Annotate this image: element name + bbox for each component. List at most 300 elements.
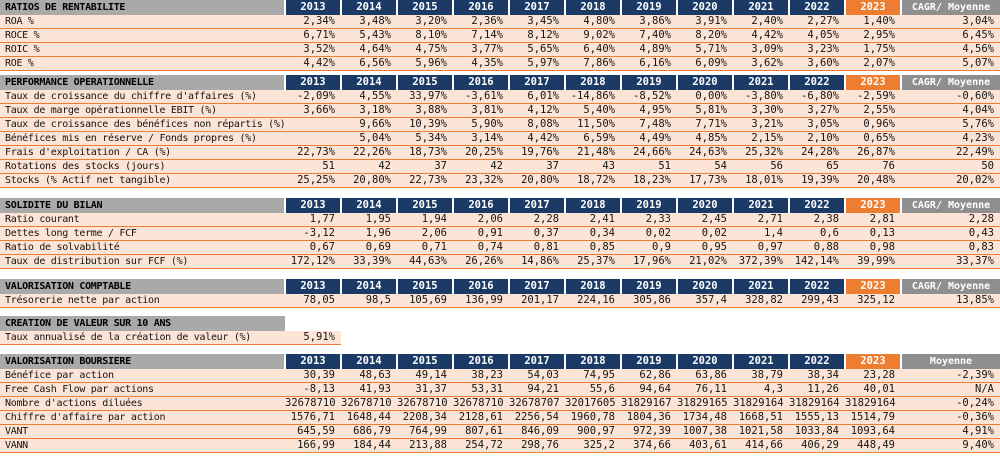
year-header-cell[interactable]: 2020 (677, 75, 733, 90)
value-cell[interactable]: 9,02% (565, 29, 621, 43)
value-cell[interactable]: 3,20% (397, 15, 453, 29)
section-title-cell[interactable]: CREATION DE VALEUR SUR 10 ANS (0, 316, 285, 331)
value-cell[interactable]: 33,39% (341, 255, 397, 269)
value-cell[interactable]: 2,34% (285, 15, 341, 29)
value-cell[interactable]: 3,66% (285, 104, 341, 118)
value-cell[interactable]: 972,39 (621, 425, 677, 439)
value-cell[interactable]: 26,26% (453, 255, 509, 269)
value-cell[interactable]: 5,76% (901, 118, 1000, 132)
value-cell[interactable]: 33,97% (397, 90, 453, 104)
value-cell[interactable]: 74,95 (565, 369, 621, 383)
row-label-cell[interactable]: Taux de croissance des bénéfices non répartis (%) (0, 118, 285, 132)
value-cell[interactable]: 0,71 (397, 241, 453, 255)
value-cell[interactable]: 4,55% (341, 90, 397, 104)
value-cell[interactable]: 3,48% (341, 15, 397, 29)
value-cell[interactable]: 0,81 (509, 241, 565, 255)
year-header-cell[interactable]: 2014 (341, 75, 397, 90)
value-cell[interactable]: 10,39% (397, 118, 453, 132)
value-cell[interactable]: 25,25% (285, 174, 341, 188)
value-cell[interactable]: 2,06 (397, 227, 453, 241)
value-cell[interactable]: 1007,38 (677, 425, 733, 439)
value-cell[interactable]: 76 (845, 160, 901, 174)
row-label-cell[interactable]: Bénéfices mis en réserve / Fonds propres (%) (0, 132, 285, 146)
year-header-cell[interactable]: 2016 (453, 198, 509, 213)
year-header-cell[interactable]: 2019 (621, 354, 677, 369)
value-cell[interactable]: 201,17 (509, 294, 565, 308)
value-cell[interactable]: 20,48% (845, 174, 901, 188)
year-header-cell[interactable]: 2014 (341, 279, 397, 294)
value-cell[interactable]: -2,09% (285, 90, 341, 104)
value-cell[interactable]: 53,31 (453, 383, 509, 397)
value-cell[interactable]: 7,40% (621, 29, 677, 43)
value-cell[interactable]: 406,29 (789, 439, 845, 453)
value-cell[interactable]: 5,91% (285, 331, 341, 345)
value-cell[interactable]: 1668,51 (733, 411, 789, 425)
year-header-cell[interactable]: 2017 (509, 279, 565, 294)
value-cell[interactable]: 6,59% (565, 132, 621, 146)
value-cell[interactable]: 142,14% (789, 255, 845, 269)
value-cell[interactable]: 299,43 (789, 294, 845, 308)
value-cell[interactable]: 1804,36 (621, 411, 677, 425)
value-cell[interactable]: 7,71% (677, 118, 733, 132)
value-cell[interactable]: 32017605 (565, 397, 621, 411)
value-cell[interactable]: 4,12% (509, 104, 565, 118)
value-cell[interactable]: 0,69 (341, 241, 397, 255)
value-cell[interactable]: 2,15% (733, 132, 789, 146)
value-cell[interactable]: 78,05 (285, 294, 341, 308)
value-cell[interactable]: 645,59 (285, 425, 341, 439)
value-cell[interactable]: 1576,71 (285, 411, 341, 425)
value-cell[interactable]: 2,28 (509, 213, 565, 227)
year-header-cell[interactable]: 2017 (509, 75, 565, 90)
value-cell[interactable]: 19,76% (509, 146, 565, 160)
year-header-cell[interactable]: 2023 (845, 75, 901, 90)
value-cell[interactable]: 2,27% (789, 15, 845, 29)
value-cell[interactable]: 4,42% (509, 132, 565, 146)
value-cell[interactable]: 1,95 (341, 213, 397, 227)
value-cell[interactable]: 51 (285, 160, 341, 174)
value-cell[interactable]: 4,42% (285, 57, 341, 71)
value-cell[interactable]: 2,06 (453, 213, 509, 227)
row-label-cell[interactable]: ROA % (0, 15, 285, 29)
value-cell[interactable]: 94,64 (621, 383, 677, 397)
value-cell[interactable]: 184,44 (341, 439, 397, 453)
year-header-cell[interactable]: 2023 (845, 354, 901, 369)
year-header-cell[interactable]: 2022 (789, 75, 845, 90)
value-cell[interactable]: 14,86% (509, 255, 565, 269)
value-cell[interactable]: 305,86 (621, 294, 677, 308)
value-cell[interactable]: 1,75% (845, 43, 901, 57)
value-cell[interactable]: 5,81% (677, 104, 733, 118)
value-cell[interactable]: 6,09% (677, 57, 733, 71)
year-header-cell[interactable]: 2018 (565, 198, 621, 213)
year-header-cell[interactable]: 2014 (341, 198, 397, 213)
value-cell[interactable]: 4,91% (901, 425, 1000, 439)
value-cell[interactable]: 403,61 (677, 439, 733, 453)
year-header-cell[interactable]: 2022 (789, 198, 845, 213)
value-cell[interactable]: 4,3 (733, 383, 789, 397)
value-cell[interactable]: 98,5 (341, 294, 397, 308)
value-cell[interactable]: 39,99% (845, 255, 901, 269)
value-cell[interactable]: 62,86 (621, 369, 677, 383)
value-cell[interactable]: 6,56% (341, 57, 397, 71)
value-cell[interactable]: 18,73% (397, 146, 453, 160)
year-header-cell[interactable]: 2019 (621, 0, 677, 15)
value-cell[interactable]: 0,02 (621, 227, 677, 241)
year-header-cell[interactable]: 2023 (845, 0, 901, 15)
value-cell[interactable]: 20,80% (509, 174, 565, 188)
value-cell[interactable]: -0,36% (901, 411, 1000, 425)
value-cell[interactable]: 764,99 (397, 425, 453, 439)
year-header-cell[interactable]: 2019 (621, 198, 677, 213)
year-header-cell[interactable]: 2020 (677, 198, 733, 213)
value-cell[interactable]: 0,91 (453, 227, 509, 241)
row-label-cell[interactable]: ROE % (0, 57, 285, 71)
value-cell[interactable]: 44,63% (397, 255, 453, 269)
value-cell[interactable]: 1093,64 (845, 425, 901, 439)
value-cell[interactable]: 105,69 (397, 294, 453, 308)
value-cell[interactable]: 31829167 (621, 397, 677, 411)
row-label-cell[interactable]: ROIC % (0, 43, 285, 57)
value-cell[interactable]: 1,77 (285, 213, 341, 227)
value-cell[interactable]: -14,86% (565, 90, 621, 104)
value-cell[interactable]: 3,77% (453, 43, 509, 57)
value-cell[interactable]: 20,25% (453, 146, 509, 160)
value-cell[interactable]: 9,66% (341, 118, 397, 132)
value-cell[interactable]: 32678710 (397, 397, 453, 411)
value-cell[interactable]: 18,23% (621, 174, 677, 188)
value-cell[interactable]: 3,45% (509, 15, 565, 29)
value-cell[interactable]: 18,01% (733, 174, 789, 188)
value-cell[interactable]: 11,26 (789, 383, 845, 397)
value-cell[interactable]: 2208,34 (397, 411, 453, 425)
value-cell[interactable]: 94,21 (509, 383, 565, 397)
value-cell[interactable]: 1960,78 (565, 411, 621, 425)
value-cell[interactable]: 2,45 (677, 213, 733, 227)
value-cell[interactable]: 8,10% (397, 29, 453, 43)
value-cell[interactable]: 24,28% (789, 146, 845, 160)
value-cell[interactable]: 0,34 (565, 227, 621, 241)
value-cell[interactable]: 2,41 (565, 213, 621, 227)
value-cell[interactable]: 42 (453, 160, 509, 174)
value-cell[interactable]: 55,6 (565, 383, 621, 397)
value-cell[interactable]: 0,9 (621, 241, 677, 255)
value-cell[interactable]: 31829164 (789, 397, 845, 411)
year-header-cell[interactable]: 2018 (565, 279, 621, 294)
value-cell[interactable]: 3,52% (285, 43, 341, 57)
value-cell[interactable]: 23,32% (453, 174, 509, 188)
value-cell[interactable]: 5,34% (397, 132, 453, 146)
value-cell[interactable]: -8,13 (285, 383, 341, 397)
value-cell[interactable]: 0,67 (285, 241, 341, 255)
value-cell[interactable]: N/A (901, 383, 1000, 397)
value-cell[interactable]: 50 (901, 160, 1000, 174)
value-cell[interactable]: 372,39% (733, 255, 789, 269)
value-cell[interactable] (285, 132, 341, 146)
value-cell[interactable]: 5,71% (677, 43, 733, 57)
value-cell[interactable]: 22,26% (341, 146, 397, 160)
year-header-cell[interactable]: 2015 (397, 354, 453, 369)
value-cell[interactable]: 3,23% (789, 43, 845, 57)
value-cell[interactable]: 4,35% (453, 57, 509, 71)
value-cell[interactable]: -2,39% (901, 369, 1000, 383)
value-cell[interactable]: 20,02% (901, 174, 1000, 188)
value-cell[interactable] (285, 118, 341, 132)
value-cell[interactable]: 3,60% (789, 57, 845, 71)
value-cell[interactable]: 24,66% (621, 146, 677, 160)
row-label-cell[interactable]: Taux de croissance du chiffre d'affaires (%) (0, 90, 285, 104)
value-cell[interactable]: 20,80% (341, 174, 397, 188)
value-cell[interactable]: 136,99 (453, 294, 509, 308)
value-cell[interactable]: -0,24% (901, 397, 1000, 411)
value-cell[interactable]: 63,86 (677, 369, 733, 383)
year-header-cell[interactable]: 2022 (789, 0, 845, 15)
value-cell[interactable]: 2,40% (733, 15, 789, 29)
value-cell[interactable]: -2,59% (845, 90, 901, 104)
section-title-cell[interactable]: VALORISATION BOURSIERE (0, 354, 285, 369)
value-cell[interactable]: 2,71 (733, 213, 789, 227)
section-title-cell[interactable]: RATIOS DE RENTABILITE (0, 0, 285, 15)
value-cell[interactable]: 2128,61 (453, 411, 509, 425)
value-cell[interactable]: 4,23% (901, 132, 1000, 146)
value-cell[interactable]: 8,08% (509, 118, 565, 132)
value-cell[interactable]: 7,86% (565, 57, 621, 71)
value-cell[interactable]: 31829164 (733, 397, 789, 411)
value-cell[interactable]: 17,96% (621, 255, 677, 269)
value-cell[interactable]: 26,87% (845, 146, 901, 160)
value-cell[interactable]: 4,64% (341, 43, 397, 57)
value-cell[interactable]: 0,43 (901, 227, 1000, 241)
year-header-cell[interactable]: 2015 (397, 198, 453, 213)
value-cell[interactable]: 3,14% (453, 132, 509, 146)
row-label-cell[interactable]: Frais d'exploitation / CA (%) (0, 146, 285, 160)
value-cell[interactable]: 31829165 (677, 397, 733, 411)
row-label-cell[interactable]: Trésorerie nette par action (0, 294, 285, 308)
value-cell[interactable]: 4,42% (733, 29, 789, 43)
value-cell[interactable]: 7,48% (621, 118, 677, 132)
value-cell[interactable]: 2,38 (789, 213, 845, 227)
value-cell[interactable]: 686,79 (341, 425, 397, 439)
value-cell[interactable]: 54,03 (509, 369, 565, 383)
value-cell[interactable]: 22,49% (901, 146, 1000, 160)
value-cell[interactable]: 2,28 (901, 213, 1000, 227)
value-cell[interactable]: 6,71% (285, 29, 341, 43)
value-cell[interactable]: 0,6 (789, 227, 845, 241)
year-header-cell[interactable]: 2017 (509, 0, 565, 15)
value-cell[interactable]: 448,49 (845, 439, 901, 453)
value-cell[interactable]: 357,4 (677, 294, 733, 308)
year-header-cell[interactable]: 2018 (565, 0, 621, 15)
value-cell[interactable]: 43 (565, 160, 621, 174)
value-cell[interactable]: 0,37 (509, 227, 565, 241)
value-cell[interactable]: 0,88 (789, 241, 845, 255)
value-cell[interactable]: 32678707 (509, 397, 565, 411)
value-cell[interactable]: 5,04% (341, 132, 397, 146)
value-cell[interactable]: 48,63 (341, 369, 397, 383)
value-cell[interactable]: 3,09% (733, 43, 789, 57)
year-header-cell[interactable]: 2019 (621, 279, 677, 294)
year-header-cell[interactable]: 2016 (453, 75, 509, 90)
year-header-cell[interactable]: 2021 (733, 279, 789, 294)
value-cell[interactable]: 4,04% (901, 104, 1000, 118)
value-cell[interactable]: 31,37 (397, 383, 453, 397)
value-cell[interactable]: 4,85% (677, 132, 733, 146)
row-label-cell[interactable]: ROCE % (0, 29, 285, 43)
value-cell[interactable]: 54 (677, 160, 733, 174)
value-cell[interactable]: 37 (509, 160, 565, 174)
year-header-cell[interactable]: 2017 (509, 354, 565, 369)
value-cell[interactable]: -3,61% (453, 90, 509, 104)
value-cell[interactable]: 42 (341, 160, 397, 174)
value-cell[interactable]: 1,94 (397, 213, 453, 227)
row-label-cell[interactable]: Taux de distribution sur FCF (%) (0, 255, 285, 269)
value-cell[interactable]: 2,95% (845, 29, 901, 43)
year-header-cell[interactable]: 2016 (453, 279, 509, 294)
year-header-cell[interactable]: 2015 (397, 0, 453, 15)
value-cell[interactable]: 4,05% (789, 29, 845, 43)
value-cell[interactable]: 30,39 (285, 369, 341, 383)
value-cell[interactable]: 0,83 (901, 241, 1000, 255)
value-cell[interactable]: 0,85 (565, 241, 621, 255)
value-cell[interactable]: 13,85% (901, 294, 1000, 308)
row-label-cell[interactable]: Stocks (% Actif net tangible) (0, 174, 285, 188)
value-cell[interactable]: 2,10% (789, 132, 845, 146)
value-cell[interactable]: 1,96 (341, 227, 397, 241)
value-cell[interactable]: 325,12 (845, 294, 901, 308)
value-cell[interactable]: 0,98 (845, 241, 901, 255)
year-header-cell[interactable]: 2014 (341, 0, 397, 15)
value-cell[interactable]: 38,79 (733, 369, 789, 383)
section-title-cell[interactable]: VALORISATION COMPTABLE (0, 279, 285, 294)
value-cell[interactable]: 22,73% (285, 146, 341, 160)
value-cell[interactable]: 8,12% (509, 29, 565, 43)
value-cell[interactable]: 0,02 (677, 227, 733, 241)
value-cell[interactable]: 3,86% (621, 15, 677, 29)
value-cell[interactable]: 32678710 (285, 397, 341, 411)
value-cell[interactable]: 900,97 (565, 425, 621, 439)
row-label-cell[interactable]: Free Cash Flow par actions (0, 383, 285, 397)
value-cell[interactable]: 33,37% (901, 255, 1000, 269)
value-cell[interactable]: 4,89% (621, 43, 677, 57)
value-cell[interactable]: 298,76 (509, 439, 565, 453)
value-cell[interactable]: 40,01 (845, 383, 901, 397)
value-cell[interactable]: -3,12 (285, 227, 341, 241)
value-cell[interactable]: 32678710 (341, 397, 397, 411)
value-cell[interactable]: 254,72 (453, 439, 509, 453)
value-cell[interactable]: 2,55% (845, 104, 901, 118)
year-header-cell[interactable]: 2018 (565, 354, 621, 369)
value-cell[interactable]: 18,72% (565, 174, 621, 188)
year-header-cell[interactable]: 2020 (677, 354, 733, 369)
value-cell[interactable]: 1021,58 (733, 425, 789, 439)
value-cell[interactable]: 4,75% (397, 43, 453, 57)
value-cell[interactable]: 5,07% (901, 57, 1000, 71)
value-cell[interactable]: 37 (397, 160, 453, 174)
value-cell[interactable]: 56 (733, 160, 789, 174)
value-cell[interactable]: 25,37% (565, 255, 621, 269)
value-cell[interactable]: 5,97% (509, 57, 565, 71)
row-label-cell[interactable]: Ratio courant (0, 213, 285, 227)
row-label-cell[interactable]: Ratio de solvabilité (0, 241, 285, 255)
year-header-cell[interactable]: 2013 (285, 0, 341, 15)
value-cell[interactable]: 2256,54 (509, 411, 565, 425)
year-header-cell[interactable]: 2020 (677, 279, 733, 294)
value-cell[interactable]: 414,66 (733, 439, 789, 453)
value-cell[interactable]: 1514,79 (845, 411, 901, 425)
row-label-cell[interactable]: Chiffre d'affaire par action (0, 411, 285, 425)
value-cell[interactable]: 24,63% (677, 146, 733, 160)
row-label-cell[interactable]: Taux de marge opérationnelle EBIT (%) (0, 104, 285, 118)
value-cell[interactable]: 3,91% (677, 15, 733, 29)
value-cell[interactable]: 6,01% (509, 90, 565, 104)
value-cell[interactable]: 0,13 (845, 227, 901, 241)
row-label-cell[interactable]: Bénéfice par action (0, 369, 285, 383)
value-cell[interactable]: 31829164 (845, 397, 901, 411)
value-cell[interactable]: 0,96% (845, 118, 901, 132)
value-cell[interactable]: 5,43% (341, 29, 397, 43)
value-cell[interactable]: 0,00% (677, 90, 733, 104)
summary-header-cell[interactable]: CAGR/ Moyenne (901, 0, 1000, 15)
value-cell[interactable]: 0,95 (677, 241, 733, 255)
value-cell[interactable]: 76,11 (677, 383, 733, 397)
value-cell[interactable]: 172,12% (285, 255, 341, 269)
value-cell[interactable]: 4,49% (621, 132, 677, 146)
value-cell[interactable]: 3,81% (453, 104, 509, 118)
row-label-cell[interactable]: Dettes long terme / FCF (0, 227, 285, 241)
row-label-cell[interactable]: VANN (0, 439, 285, 453)
section-title-cell[interactable]: PERFORMANCE OPERATIONNELLE (0, 75, 285, 90)
value-cell[interactable]: 8,20% (677, 29, 733, 43)
value-cell[interactable]: 4,56% (901, 43, 1000, 57)
value-cell[interactable]: 21,02% (677, 255, 733, 269)
value-cell[interactable]: 2,81 (845, 213, 901, 227)
value-cell[interactable]: 6,40% (565, 43, 621, 57)
year-header-cell[interactable]: 2014 (341, 354, 397, 369)
value-cell[interactable]: 1648,44 (341, 411, 397, 425)
value-cell[interactable]: -6,80% (789, 90, 845, 104)
value-cell[interactable]: 807,61 (453, 425, 509, 439)
value-cell[interactable]: 23,28 (845, 369, 901, 383)
year-header-cell[interactable]: 2021 (733, 198, 789, 213)
year-header-cell[interactable]: 2023 (845, 279, 901, 294)
value-cell[interactable]: 0,74 (453, 241, 509, 255)
value-cell[interactable]: 25,32% (733, 146, 789, 160)
summary-header-cell[interactable]: CAGR/ Moyenne (901, 279, 1000, 294)
value-cell[interactable]: 11,50% (565, 118, 621, 132)
value-cell[interactable]: 2,07% (845, 57, 901, 71)
year-header-cell[interactable]: 2023 (845, 198, 901, 213)
value-cell[interactable]: 38,23 (453, 369, 509, 383)
value-cell[interactable]: 2,33 (621, 213, 677, 227)
value-cell[interactable]: 3,62% (733, 57, 789, 71)
year-header-cell[interactable]: 2022 (789, 279, 845, 294)
year-header-cell[interactable]: 2022 (789, 354, 845, 369)
year-header-cell[interactable]: 2016 (453, 0, 509, 15)
value-cell[interactable]: 22,73% (397, 174, 453, 188)
value-cell[interactable]: 374,66 (621, 439, 677, 453)
value-cell[interactable]: 328,82 (733, 294, 789, 308)
value-cell[interactable]: 3,30% (733, 104, 789, 118)
year-header-cell[interactable]: 2015 (397, 279, 453, 294)
value-cell[interactable]: 32678710 (453, 397, 509, 411)
value-cell[interactable]: 0,97 (733, 241, 789, 255)
value-cell[interactable]: 224,16 (565, 294, 621, 308)
value-cell[interactable]: 65 (789, 160, 845, 174)
row-label-cell[interactable]: Nombre d'actions diluées (0, 397, 285, 411)
year-header-cell[interactable]: 2018 (565, 75, 621, 90)
value-cell[interactable]: 17,73% (677, 174, 733, 188)
value-cell[interactable]: 41,93 (341, 383, 397, 397)
